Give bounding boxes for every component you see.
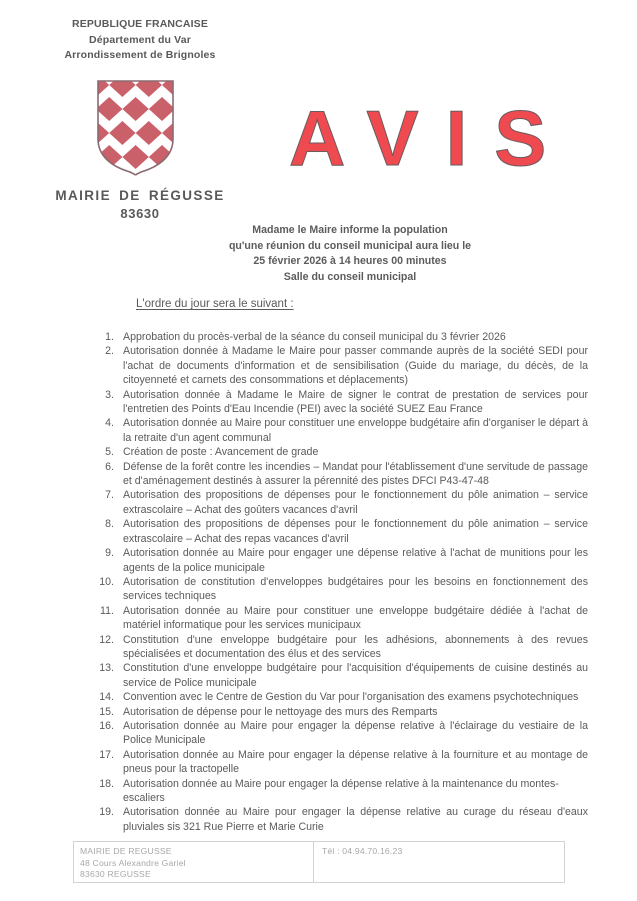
agenda-item-text: Autorisation des propositions de dépenses pour le fonctionnement du pôle animation – service extrascolaire – Achat des repas vacances d'avril: [123, 518, 588, 545]
footer-address-cell: [74, 842, 314, 882]
agenda-item-number: 8.: [105, 518, 114, 531]
announcement-block: [185, 223, 515, 285]
shield-lozengy-icon: [96, 79, 175, 176]
agenda-item: [88, 777, 588, 806]
agenda-item-text: Autorisation donnée au Maire pour constituer une enveloppe budgétaire dédiée à l'achat de matériel informatique pour les services municipaux: [123, 604, 588, 632]
agenda-item-text: Autorisation des propositions de dépenses pour le fonctionnement du pôle animation – service extrascolaire – Achat des goûters vacances d'avril: [123, 489, 588, 516]
agenda-item-number: 12.: [99, 633, 114, 646]
agenda-item: [88, 661, 588, 690]
agenda-item: [88, 546, 588, 575]
footer-contact-table: [73, 841, 565, 883]
agenda-item-text: Constitution d'une enveloppe budgétaire pour l'acquisition d'équipements de cuisine destinés au service de Police municipale: [123, 662, 588, 689]
agenda-item: [88, 705, 588, 719]
agenda-item: [88, 575, 588, 604]
agenda-item-text: Autorisation donnée à Madame le Maire pour passer commande auprès de la société SEDI pour l'achat de documents d'information et de sensibilisation (Guide du mariage, du décès, de la citoyenneté et carnets des consommations et déplacements): [123, 345, 588, 387]
announcement-line-1: Madame le Maire informe la population: [252, 224, 448, 236]
agenda-item: [88, 633, 588, 662]
footer-address-line-3: 83630 REGUSSE: [80, 869, 151, 879]
agenda-item-number: 18.: [99, 777, 114, 790]
agenda-item: [88, 719, 588, 748]
document-header: [20, 17, 260, 64]
footer-address-line-2: 48 Cours Alexandre Gariel: [80, 857, 186, 868]
agenda-item: [88, 445, 588, 459]
agenda-item-number: 7.: [105, 489, 114, 502]
announcement-line-2: qu'une réunion du conseil municipal aura lieu le: [228, 239, 472, 252]
agenda-item-text: Création de poste : Avancement de grade: [123, 446, 319, 459]
agenda-item-text: Défense de la forêt contre les incendies – Mandat pour l'établissement d'une servitude de passage et d'aménagement destinés à assurer la pérennité des pistes DFCI P43-47-48: [123, 460, 588, 488]
agenda-item-text: Autorisation donnée au Maire pour engager la dépense relative au curage du réseau d'eaux pluviales sis 321 Rue Pierre et Marie Curie: [123, 806, 588, 833]
agenda-item-number: 1.: [105, 331, 114, 343]
agenda-item: [88, 460, 588, 489]
agenda-item-text: Autorisation donnée au Maire pour constituer une enveloppe budgétaire afin d'organiser le départ à la retraite d'un agent communal: [123, 417, 588, 444]
agenda-item-number: 4.: [105, 417, 114, 430]
agenda-item: [88, 344, 588, 387]
footer-phone-cell: [314, 842, 564, 882]
agenda-item-text: Autorisation donnée à Madame le Maire de signer le contrat de prestation de services pour l'entretien des Points d'Eau Incendie (PEI) avec la société SUEZ Eau France: [123, 388, 588, 416]
agenda-item-text: Constitution d'une enveloppe budgétaire pour les adhésions, abonnements à des revues spécialisées et documentation des élus et des services: [123, 633, 588, 660]
agenda-item-number: 13.: [99, 662, 114, 675]
agenda-item: [88, 748, 588, 777]
agenda-item-number: 10.: [99, 575, 114, 588]
agenda-item: [88, 330, 588, 344]
agenda-item-text: Autorisation de dépense pour le nettoyage des murs des Remparts: [123, 705, 438, 718]
announcement-line-4: Salle du conseil municipal: [283, 270, 417, 283]
agenda-item-text: Autorisation donnée au Maire pour engager la dépense relative à la fourniture et au montage de pneus pour la tractopelle: [123, 748, 588, 776]
agenda-item: [88, 805, 588, 834]
agenda-item-text: Autorisation de constitution d'enveloppes budgétaires pour les besoins en fonctionnement des services techniques: [123, 575, 588, 603]
announcement-line-3: 25 février 2026 à 14 heures 00 minutes: [253, 255, 447, 268]
agenda-item: [88, 604, 588, 633]
agenda-item-number: 9.: [105, 547, 114, 560]
header-line-arrondissement: Arrondissement de Brignoles: [64, 49, 216, 61]
agenda-item-number: 17.: [99, 748, 114, 761]
footer-phone-line: Tél : 04.94.70.16.23: [322, 846, 403, 856]
agenda-list: [88, 330, 588, 834]
agenda-item-text: Autorisation donnée au Maire pour engager une dépense relative à l'achat de munitions pour les agents de la police municipale: [123, 547, 588, 574]
agenda-item-number: 5.: [105, 446, 114, 459]
agenda-item: [88, 388, 588, 417]
agenda-item-number: 14.: [99, 691, 114, 704]
agenda-item-number: 16.: [99, 719, 114, 732]
header-line-republic: REPUBLIQUE FRANCAISE: [71, 18, 208, 30]
agenda-item-text: Autorisation donnée au Maire pour engager la dépense relative à la maintenance du montes-escaliers: [123, 777, 559, 804]
agenda-item-number: 11.: [100, 604, 114, 617]
page-title: AVIS: [289, 94, 574, 182]
agenda-item-text: Convention avec le Centre de Gestion du Var pour l'organisation des examens psychotechniques: [123, 691, 579, 704]
agenda-item: [88, 488, 588, 517]
agenda-item-number: 15.: [99, 705, 114, 718]
mairie-title-block: [20, 188, 260, 221]
agenda-item-number: 19.: [99, 806, 114, 819]
agenda-item-text: Autorisation donnée au Maire pour engager la dépense relative à l'éclairage du vestiaire de la Police Municipale: [123, 719, 588, 747]
footer-address-line-1: MAIRIE DE REGUSSE: [80, 846, 172, 856]
agenda-item: [88, 416, 588, 445]
agenda-item: [88, 690, 588, 704]
header-line-department: Département du Var: [89, 33, 191, 46]
agenda-item: [88, 517, 588, 546]
mairie-postcode: 83630: [120, 206, 160, 221]
agenda-item-number: 3.: [105, 388, 114, 401]
agenda-heading: L'ordre du jour sera le suivant :: [136, 298, 294, 310]
agenda-item-text: Approbation du procès-verbal de la séance du conseil municipal du 3 février 2026: [123, 331, 506, 343]
mairie-name: MAIRIE DE RÉGUSSE: [55, 188, 225, 203]
agenda-item-number: 2.: [105, 345, 114, 358]
agenda-item-number: 6.: [105, 460, 114, 473]
